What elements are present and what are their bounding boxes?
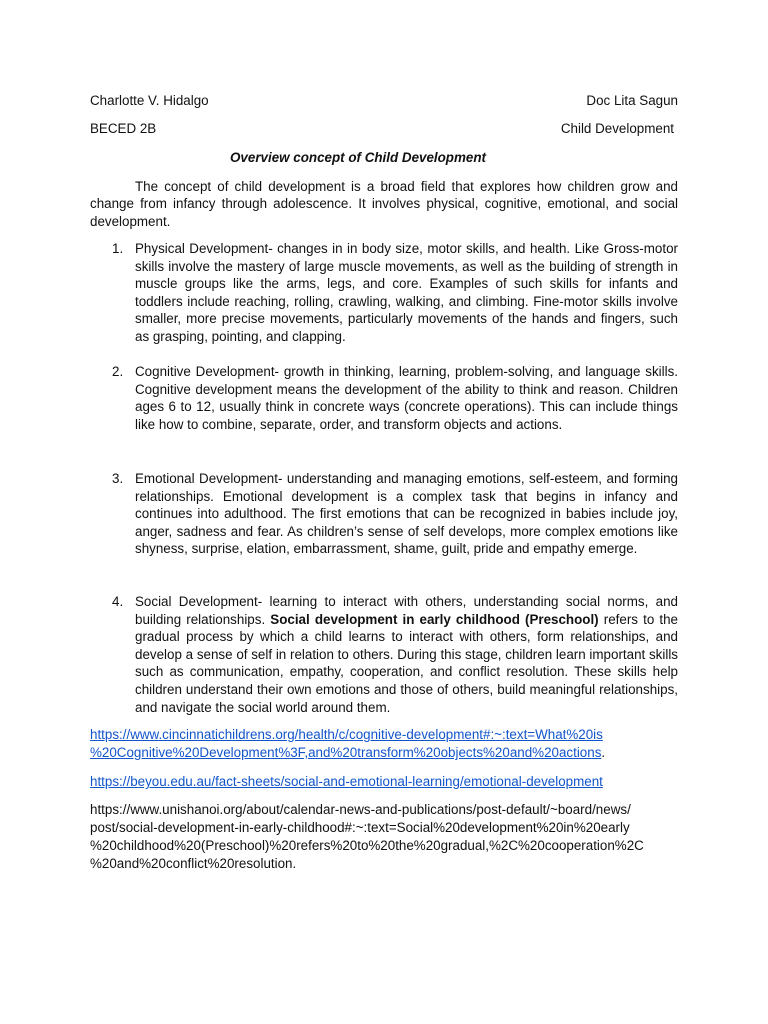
- list-item-text: Physical Development- changes in in body size, motor skills, and health. Like Gross-motor skills involve the mastery of large muscle movements, as well as the building of strength in muscle groups like the arms, legs, and core. Examples of such skills for infants and toddlers include reaching, rolling, crawling, walking, and climbing. Fine-motor skills involve smaller, more precise movements, particularly movements of the hands and fingers, such as grasping, pointing, and clapping.: [135, 241, 678, 344]
- list-number: 4.: [112, 594, 124, 609]
- bold-phrase: Social development in early childhood (Preschool): [270, 611, 599, 627]
- list-number: 3.: [112, 471, 124, 486]
- author-name: Charlotte V. Hidalgo: [90, 93, 209, 108]
- plain-url-line: post/social-development-in-early-childhood#:~:text=Social%20development%20in%20early: [90, 820, 630, 835]
- intro-paragraph: The concept of child development is a broad field that explores how children grow and change from infancy through adolescence. It involves physical, cognitive, emotional, and social development.: [90, 179, 678, 229]
- plain-url-line: %20and%20conflict%20resolution.: [90, 856, 297, 871]
- list-number: 1.: [112, 241, 124, 256]
- subject-label: Child Development: [560, 121, 674, 136]
- plain-url-line: %20childhood%20(Preschool)%20refers%20to%20the%20gradual,%2C%20cooperation%2C: [90, 838, 644, 853]
- list-item-text-part: refers to the gradual process by which a child learns to interact with others, form relationships, and develop a sense of self in relation to others. During this stage, children learn important skills such as communication, empathy, cooperation, and conflict resolution. These skills help children understand their own emotions and those of others, build meaningful relationships, and navigate the social world around them.: [135, 611, 678, 715]
- list-number: 2.: [112, 364, 124, 379]
- list-item: [90, 470, 678, 558]
- reference-plain-url: [90, 801, 678, 873]
- reference-link-2: [90, 773, 678, 791]
- document-title: Overview concept of Child Development: [230, 150, 486, 165]
- list-item-text-part: Social Development- learning to interact with others, understanding social norms, and building relationships.: [135, 594, 678, 627]
- plain-url-line: https://www.unishanoi.org/about/calendar-news-and-publications/post-default/~board/news/: [90, 802, 631, 817]
- link-period: .: [601, 745, 606, 760]
- reference-link-1: [90, 726, 678, 762]
- list-item: [90, 363, 678, 433]
- list-item-text: [135, 593, 678, 716]
- instructor-name: Doc Lita Sagun: [586, 93, 678, 108]
- list-item: [90, 240, 678, 346]
- section-label: BECED 2B: [90, 121, 157, 136]
- reference-link-2-anchor[interactable]: https://beyou.edu.au/fact-sheets/social-and-emotional-learning/emotional-development: [90, 774, 603, 789]
- list-item-text: Cognitive Development- growth in thinking, learning, problem-solving, and language skills. Cognitive development means the development of the ability to think and reason. Children ages 6 to 12, usually think in concrete ways (concrete operations). This can include things like how to combine, separate, order, and transform objects and actions.: [135, 364, 678, 432]
- reference-link-1-line-1[interactable]: https://www.cincinnatichildrens.org/health/c/cognitive-development#:~:text=What%20is: [90, 727, 603, 742]
- list-item: [90, 593, 678, 716]
- list-item-text: Emotional Development- understanding and managing emotions, self-esteem, and forming relationships. Emotional development is a complex task that begins in infancy and continues into adulthood. The first emotions that can be recognized in babies include joy, anger, sadness and fear. As children’s sense of self develops, more complex emotions like shyness, surprise, elation, embarrassment, shame, guilt, pride and empathy emerge.: [135, 471, 678, 557]
- reference-link-1-line-2[interactable]: %20Cognitive%20Development%3F,and%20transform%20objects%20and%20actions: [90, 745, 602, 760]
